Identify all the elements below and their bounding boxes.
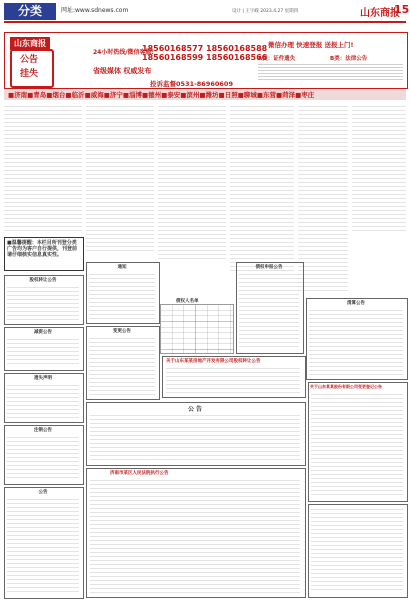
reminder-text: ■温馨提醒：本栏目所刊登分类广告均为客户自行提供，刊登前请仔细核实信息真实性。 <box>7 240 78 258</box>
banner-logo: 山东商报 <box>10 37 50 50</box>
center-notice-text <box>90 413 300 461</box>
wide-notice-title: 关于山东某某房地产开发有限公司股权转让公告 <box>166 359 261 364</box>
announcement-text <box>7 497 79 594</box>
announcement-title: 注销公告 <box>34 428 52 433</box>
lower-notice-title: 济南市某区人民法院执行公告 <box>110 471 169 476</box>
announcement-title: 变更公告 <box>113 329 131 334</box>
right-notice-title: 关于山东某某股份有限公司变更登记公告 <box>310 384 382 389</box>
right-notice-text <box>311 507 403 593</box>
announcement-title: 清算公告 <box>347 301 365 306</box>
website-url: 网址:www.sdnews.com <box>61 7 129 14</box>
cities-list: ■济南■青岛■烟台■临沂■威海■济宁■淄博■德州■泰安■滨州■潍坊■日照■聊城■东营■菏泽■枣庄 <box>8 91 315 99</box>
text-column <box>230 104 294 274</box>
text-column <box>86 104 154 254</box>
ad-body-text <box>258 62 403 82</box>
lower-notice-text <box>90 478 300 593</box>
announcement-text <box>7 435 79 480</box>
ad-category-a: A类：证件遗失 <box>258 56 296 62</box>
phone-numbers-1: 18560168577 18560168588 <box>142 44 268 53</box>
text-column <box>352 104 406 234</box>
announcement-text <box>309 308 403 375</box>
announcement-text <box>239 272 299 349</box>
ad-category-b: B类：法律公告 <box>330 56 368 62</box>
announcement-title: 股权转让公告 <box>29 278 57 283</box>
announcement-title: 遗失声明 <box>34 376 52 381</box>
announcement-title: 公告 <box>38 490 48 495</box>
seal-line-1: 公告 <box>20 55 39 65</box>
right-notice-text <box>311 392 403 497</box>
phone-numbers-2: 18560168599 18560168566 <box>142 53 268 62</box>
wide-notice-text <box>166 366 300 393</box>
header-rule <box>4 21 406 23</box>
section-label: 分类 <box>4 3 56 20</box>
announcement-title: 减资公告 <box>34 330 52 335</box>
text-column <box>158 104 226 259</box>
announcement-text <box>89 336 155 395</box>
text-column <box>298 104 348 294</box>
announcement-text <box>7 285 79 320</box>
announcement-title: 通知 <box>117 265 127 270</box>
issue-meta: 设计 | 王宇嵘 2023.4.27 星期四 <box>232 9 299 14</box>
newspaper-brand: 山东商报 <box>360 8 400 19</box>
creditor-table <box>160 304 234 354</box>
announcement-title: 债权申报公告 <box>255 265 283 270</box>
hotline-label: 24小时热线/微信客服: <box>93 49 154 56</box>
text-column <box>4 104 82 234</box>
announcement-text <box>7 337 79 366</box>
media-slogan: 省级媒体 权威发布 <box>93 67 152 75</box>
ad-headline: 微信办理 快速登报 送报上门! <box>268 41 354 49</box>
page-number: 15 <box>394 3 410 16</box>
complaint-hotline: 投诉监督0531-86960609 <box>150 80 233 88</box>
table-title: 债权人名单 <box>176 299 199 304</box>
seal-line-2: 挂失 <box>20 69 39 79</box>
announcement-text <box>7 383 79 418</box>
announcement-text <box>89 272 155 319</box>
center-notice-title: 公 告 <box>187 406 203 413</box>
